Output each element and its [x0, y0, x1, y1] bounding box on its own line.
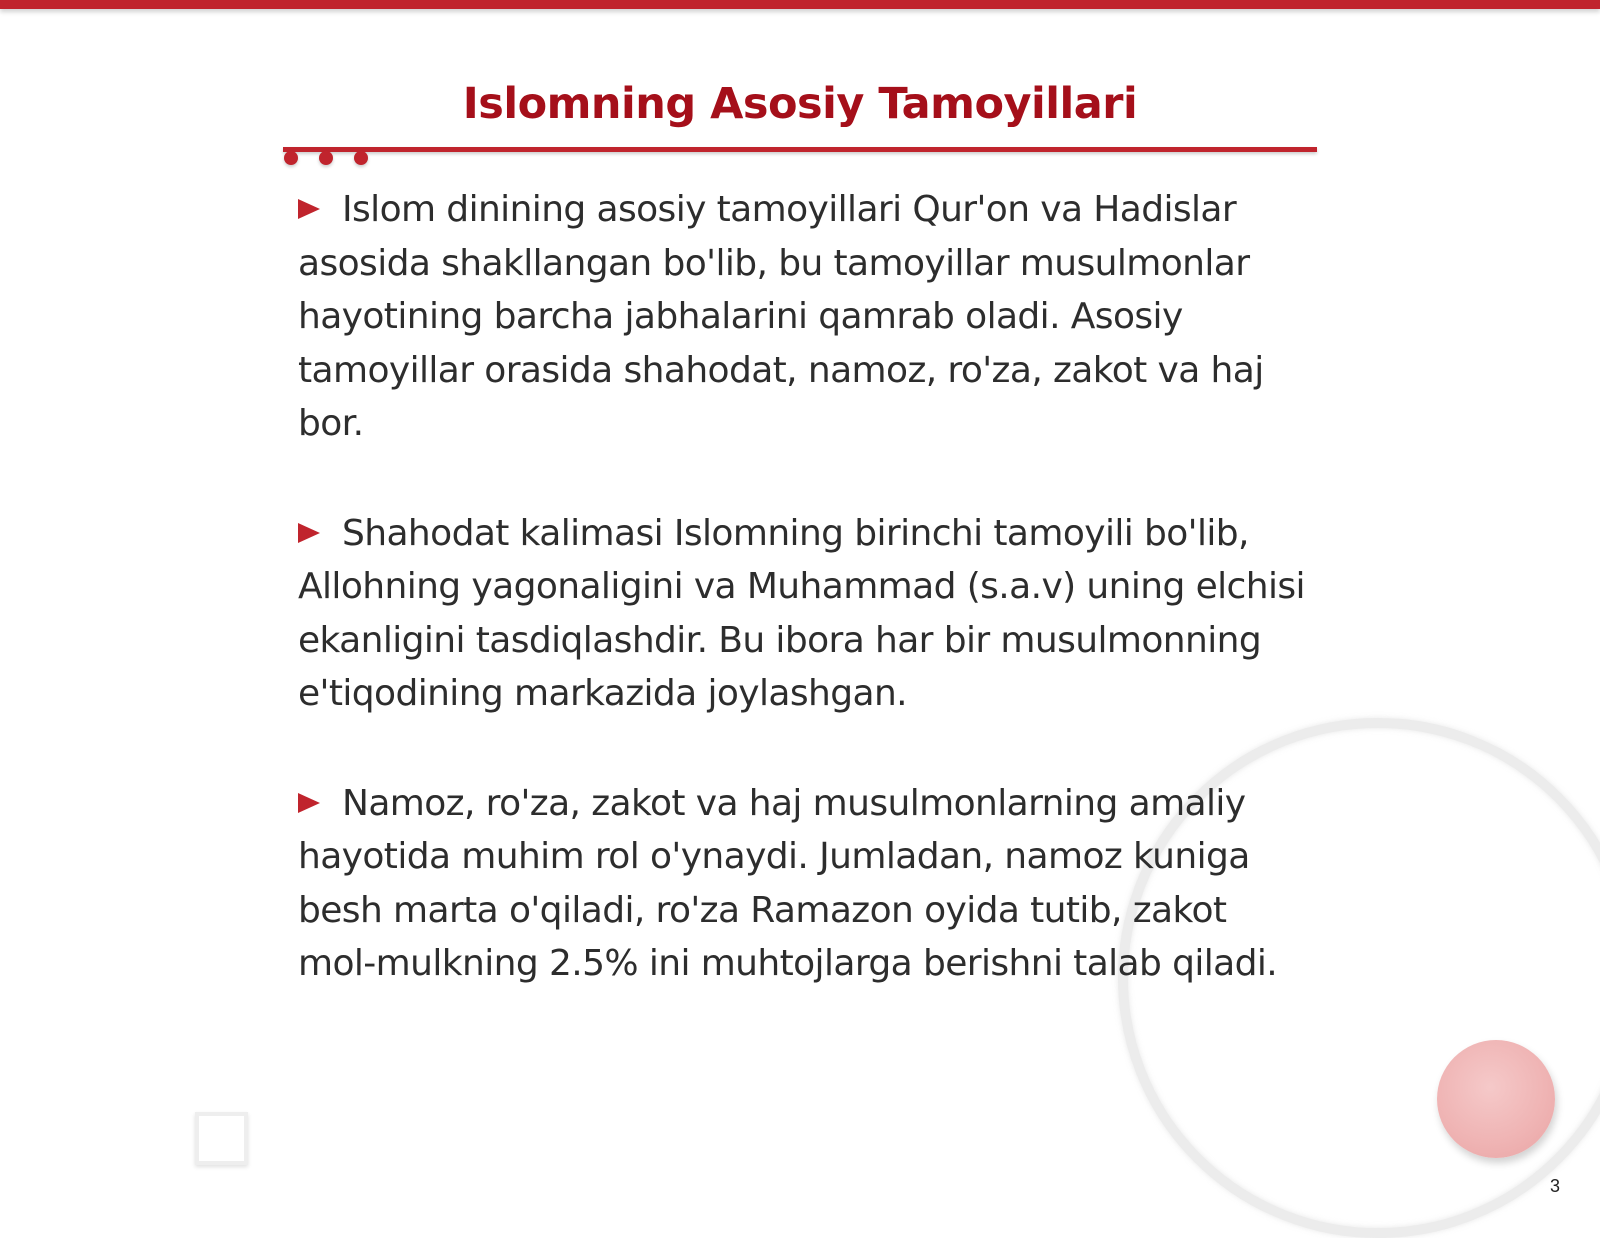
slide-body	[298, 183, 1308, 1047]
bullet-text-1: Islom dinining asosiy tamoyillari Qur'on va Hadislar asosida shakllangan bo'lib, bu tamoyillar musulmonlar hayotining barcha jabhalarini qamrab oladi. Asosiy tamoyillar orasida shahodat, namoz, ro'za, zakot va haj bor.	[298, 189, 1264, 444]
bullet-paragraph-1	[298, 183, 1308, 451]
triangle-right-icon	[298, 793, 320, 813]
bullet-text-3: Namoz, ro'za, zakot va haj musulmonlarning amaliy hayotida muhim rol o'ynaydi. Jumladan, namoz kuniga besh marta o'qiladi, ro'za Ramazon oyida tutib, zakot mol-mulkning 2.5% ini muhtojlarga berishni talab qiladi.	[298, 782, 1278, 984]
page-number: 3	[1550, 1176, 1561, 1196]
triangle-right-icon	[298, 199, 320, 219]
title-underline	[283, 147, 1317, 152]
bullet-paragraph-2	[298, 507, 1308, 721]
bullet-text-2: Shahodat kalimasi Islomning birinchi tamoyili bo'lib, Allohning yagonaligini va Muhammad (s.a.v) uning elchisi ekanligini tasdiqlashdir. Bu ibora har bir musulmonning e'tiqodining markazida joylashgan.	[298, 512, 1305, 714]
top-accent-bar	[0, 0, 1600, 9]
decorative-square	[195, 1112, 248, 1165]
decorative-dot-3	[354, 151, 368, 165]
bullet-paragraph-3	[298, 777, 1308, 991]
decorative-dot-2	[319, 151, 333, 165]
decorative-dot-1	[284, 151, 298, 165]
slide-title: Islomning Asosiy Tamoyillari	[462, 79, 1138, 129]
triangle-right-icon	[298, 523, 320, 543]
decorative-circle	[1437, 1040, 1555, 1158]
